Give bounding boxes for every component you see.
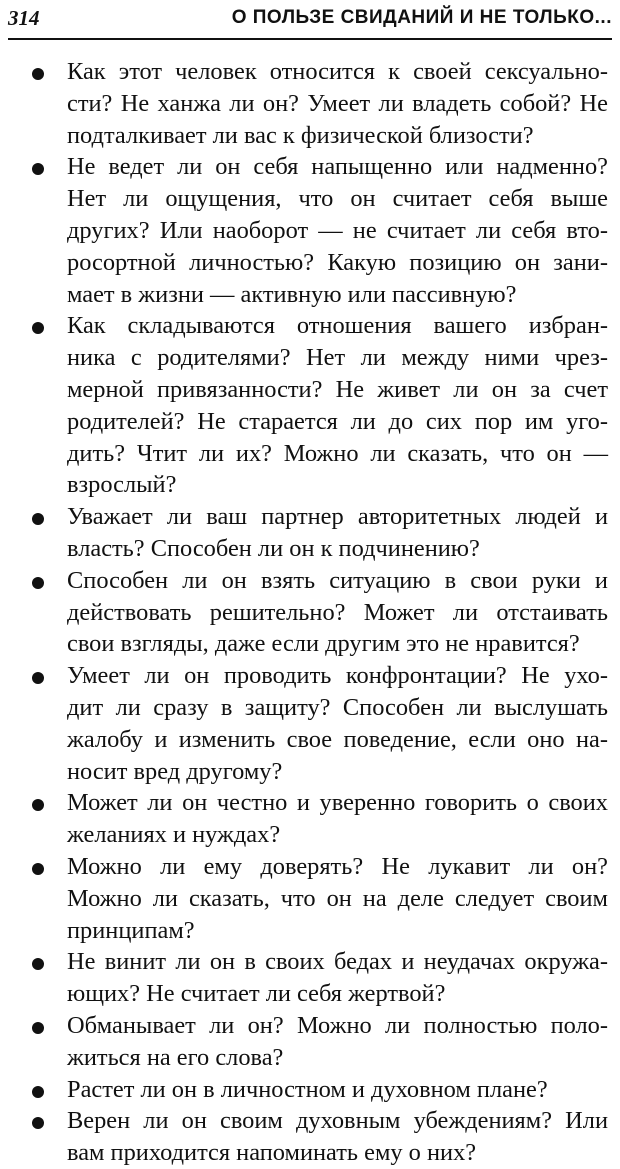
text-line: взрослый? [67, 471, 177, 499]
text-line: жалобу и изменить свое поведение, если оно на- [67, 725, 608, 753]
bullet-icon [32, 68, 44, 80]
bullet-icon [32, 513, 44, 525]
bullet-icon [32, 1117, 44, 1129]
text-line: мает в жизни — активную или пассивную? [67, 280, 517, 308]
text-line: свои взгляды, даже если другим это не нравится? [67, 630, 580, 658]
text-line: вам приходится напоминать ему о них? [67, 1139, 477, 1167]
text-line: Уважает ли ваш партнер авторитетных людей и [67, 503, 608, 531]
text-line: носит вред другому? [67, 757, 283, 785]
bullet-icon [32, 163, 44, 175]
text-line: Не ведет ли он себя напыщенно или надменно? [67, 153, 608, 181]
text-line: подталкивает ли вас к физической близости? [67, 121, 534, 149]
text-line: Способен ли он взять ситуацию в свои руки и [67, 566, 608, 594]
question-item [0, 501, 620, 565]
text-line: ника с родителями? Нет ли между ними чрез- [67, 344, 608, 372]
section-title: О ПОЛЬЗЕ СВИДАНИЙ И НЕ ТОЛЬКО... [231, 7, 612, 28]
bullet-icon [32, 863, 44, 875]
text-line: Можно ли сказать, что он на деле следует своим [67, 884, 608, 912]
text-line: принципам? [67, 916, 195, 944]
text-line: мерной привязанности? Не живет ли он за счет [67, 375, 608, 403]
text-line: росортной личностью? Какую позицию он зани- [67, 248, 608, 276]
question-item [0, 946, 620, 1010]
text-line: дить? Чтит ли их? Можно ли сказать, что он — [67, 439, 608, 467]
text-line: желаниях и нуждах? [67, 821, 281, 849]
text-line: Как складываются отношения вашего избран- [67, 312, 608, 340]
question-item [0, 151, 620, 310]
question-item [0, 56, 620, 151]
text-line: Растет ли он в личностном и духовном плане? [67, 1075, 548, 1103]
text-line: родителей? Не старается ли до сих пор им уго- [67, 407, 608, 435]
text-line: Как этот человек относится к своей сексуально- [67, 58, 608, 85]
question-item [0, 565, 620, 660]
text-line: других? Или наоборот — не считает ли себя вто- [67, 216, 608, 244]
text-line: житься на его слова? [67, 1043, 284, 1071]
text-line: Верен ли он своим духовным убеждениям? Или [67, 1107, 608, 1135]
text-line: Не винит ли он в своих бедах и неудачах окружа- [67, 948, 608, 976]
bullet-icon [32, 958, 44, 970]
bullet-icon [32, 322, 44, 334]
text-line: Может ли он честно и уверенно говорить о своих [67, 789, 608, 817]
question-list [0, 56, 620, 1169]
question-item [0, 787, 620, 851]
text-line: дит ли сразу в защиту? Способен ли выслушать [67, 693, 608, 721]
bullet-icon [32, 577, 44, 589]
question-item [0, 660, 620, 787]
bullet-icon [32, 1022, 44, 1034]
running-head [8, 4, 612, 40]
text-line: Можно ли ему доверять? Не лукавит ли он? [67, 852, 608, 880]
question-item [0, 851, 620, 946]
text-line: ющих? Не считает ли себя жертвой? [67, 980, 446, 1008]
question-item [0, 1105, 620, 1169]
bullet-icon [32, 1086, 44, 1098]
question-item [0, 1010, 620, 1074]
text-line: Обманывает ли он? Можно ли полностью поло- [67, 1011, 608, 1039]
text-line: Умеет ли он проводить конфронтации? Не ухо- [67, 662, 608, 690]
bullet-icon [32, 672, 44, 684]
text-line: власть? Способен ли он к подчинению? [67, 534, 480, 562]
text-line: сти? Не ханжа ли он? Умеет ли владеть собой? Не [67, 89, 608, 117]
bullet-icon [32, 799, 44, 811]
text-line: Нет ли ощущения, что он считает себя выше [67, 185, 608, 213]
page-number: 314 [8, 6, 40, 30]
text-line: действовать решительно? Может ли отстаивать [67, 598, 608, 626]
question-item [0, 310, 620, 501]
question-item [0, 1074, 620, 1106]
